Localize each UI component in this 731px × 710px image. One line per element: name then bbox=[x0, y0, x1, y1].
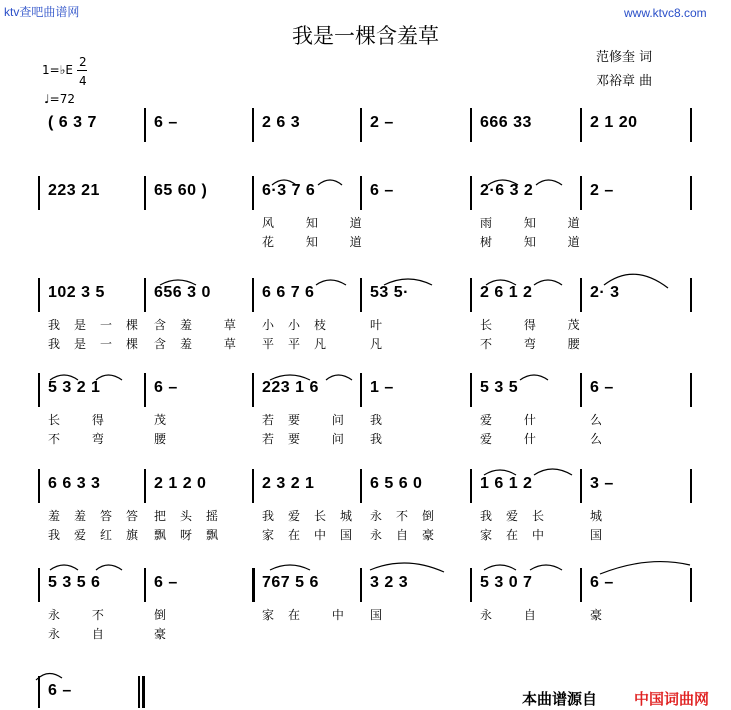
composer-credit: 邓裕章 曲 bbox=[596, 74, 653, 89]
measure-notes: 6 – bbox=[48, 682, 72, 699]
lyric-text: 雨 知 道 bbox=[480, 216, 594, 230]
measure-notes: 102 3 5 bbox=[48, 284, 105, 301]
slur bbox=[534, 280, 562, 285]
slur bbox=[520, 375, 548, 380]
lyric-text: 风 知 道 bbox=[262, 216, 376, 230]
lyric-text: 叶 bbox=[370, 318, 397, 332]
measure-notes: ( 6 3 7 bbox=[48, 114, 97, 131]
lyric-text: 爱 什 bbox=[480, 413, 550, 427]
measure-notes: 6 – bbox=[154, 379, 178, 396]
lyric-text: 含羞 草 bbox=[154, 318, 250, 332]
measure-notes: 53 5· bbox=[370, 284, 409, 301]
slur bbox=[486, 280, 516, 285]
key-signature: 1=♭E bbox=[42, 63, 73, 77]
measure-notes: 1 – bbox=[370, 379, 394, 396]
measure-notes: 6 – bbox=[590, 574, 614, 591]
lyric-text: 永自豪 bbox=[370, 528, 449, 542]
lyric-text: 长 得 茂 bbox=[480, 318, 594, 332]
watermark-left: ktv查吧曲谱网 bbox=[4, 5, 80, 19]
slur bbox=[272, 180, 296, 185]
slur bbox=[160, 280, 196, 285]
page-title: 我是一棵含羞草 bbox=[292, 24, 439, 48]
lyric-text: 羞羞答答 bbox=[48, 509, 153, 523]
lyric-text: 不 弯 腰 bbox=[480, 337, 594, 351]
measure-notes: 2·6 3 2 bbox=[480, 182, 534, 199]
time-signature-top: 2 bbox=[79, 55, 87, 69]
measure-notes: 3 2 3 bbox=[370, 574, 409, 591]
measure-notes: 5 3 2 1 bbox=[48, 379, 101, 396]
lyric-text: 我 bbox=[370, 432, 397, 446]
lyricist-credit: 范修奎 词 bbox=[596, 50, 653, 65]
lyric-text: 花 知 道 bbox=[262, 235, 376, 249]
lyric-text: 我 bbox=[370, 413, 397, 427]
lyric-text: 不 弯 bbox=[48, 432, 118, 446]
measure-notes: 2 6 1 2 bbox=[480, 284, 533, 301]
measure-notes: 3 – bbox=[590, 475, 614, 492]
lyric-text: 腰 bbox=[154, 432, 181, 446]
measure-notes: 656 3 0 bbox=[154, 284, 211, 301]
lyric-text: 我爱长 bbox=[480, 509, 559, 523]
lyric-text: 长 得 bbox=[48, 413, 118, 427]
lyric-text: 茂 bbox=[154, 413, 181, 427]
lyric-text: 凡 bbox=[370, 337, 397, 351]
footer-source-link[interactable]: 中国词曲网 bbox=[634, 690, 710, 708]
lyric-text: 永 自 bbox=[48, 627, 118, 641]
slur bbox=[318, 180, 342, 185]
lyric-text: 树 知 道 bbox=[480, 235, 594, 249]
measure-notes: 6 5 6 0 bbox=[370, 475, 423, 492]
lyric-text: 倒 bbox=[154, 608, 181, 622]
measure-notes: 666 33 bbox=[480, 114, 532, 131]
slur bbox=[488, 180, 518, 185]
slur bbox=[96, 375, 122, 380]
lyric-text: 平平凡 bbox=[262, 337, 341, 351]
slur bbox=[326, 375, 352, 380]
lyric-text: 我是一棵 bbox=[48, 337, 153, 351]
slur bbox=[370, 563, 444, 572]
measure-notes: 6 – bbox=[154, 574, 178, 591]
lyric-text: 家在 中 bbox=[262, 608, 358, 622]
measure-notes: 1 6 1 2 bbox=[480, 475, 533, 492]
measure-notes: 2 3 2 1 bbox=[262, 475, 315, 492]
lyric-text: 国 bbox=[590, 528, 617, 542]
slur bbox=[270, 375, 310, 380]
lyric-text: 我是一棵 bbox=[48, 318, 153, 332]
lyric-text: 家在中国 bbox=[262, 528, 367, 542]
measure-notes: 223 1 6 bbox=[262, 379, 319, 396]
lyric-text: 么 bbox=[590, 413, 617, 427]
watermark-right: www.ktvc8.com bbox=[624, 6, 707, 20]
slur bbox=[384, 279, 432, 285]
slur bbox=[50, 375, 78, 380]
lyric-text: 把头摇 bbox=[154, 509, 233, 523]
lyric-text: 豪 bbox=[154, 627, 181, 641]
slur bbox=[484, 470, 516, 475]
lyric-text: 我爱长城 bbox=[262, 509, 367, 523]
lyric-text: 国 bbox=[370, 608, 397, 622]
slur bbox=[530, 565, 562, 570]
lyric-text: 永 不 bbox=[48, 608, 118, 622]
measure-notes: 2 1 20 bbox=[590, 114, 638, 131]
lyric-text: 永 自 bbox=[480, 608, 550, 622]
slur bbox=[270, 565, 310, 570]
lyric-text: 若要 问 bbox=[262, 413, 358, 427]
lyric-text: 家在中 bbox=[480, 528, 559, 542]
time-signature-bottom: 4 bbox=[79, 74, 87, 88]
lyric-text: 爱 什 bbox=[480, 432, 550, 446]
measure-notes: 6 – bbox=[154, 114, 178, 131]
lyric-text: 么 bbox=[590, 432, 617, 446]
lyric-text: 飘呀飘 bbox=[154, 528, 233, 542]
slur bbox=[484, 565, 516, 570]
measure-notes: 2 – bbox=[370, 114, 394, 131]
lyric-text: 含羞 草 bbox=[154, 337, 250, 351]
tempo-marking: ♩=72 bbox=[44, 92, 75, 106]
slur bbox=[96, 565, 122, 570]
lyric-text: 若要 问 bbox=[262, 432, 358, 446]
measure-notes: 65 60 ) bbox=[154, 182, 208, 199]
lyric-text: 小小枝 bbox=[262, 318, 341, 332]
measure-notes: 6 6 7 6 bbox=[262, 284, 315, 301]
slur bbox=[50, 565, 78, 570]
measure-notes: 6 – bbox=[590, 379, 614, 396]
lyric-text: 城 bbox=[590, 509, 617, 523]
slur bbox=[316, 280, 346, 285]
measure-notes: 223 21 bbox=[48, 182, 100, 199]
slur bbox=[600, 562, 690, 574]
slur bbox=[604, 274, 668, 288]
measure-notes: 6·3 7 6 bbox=[262, 182, 316, 199]
measure-notes: 2 – bbox=[590, 182, 614, 199]
measure-notes: 2 6 3 bbox=[262, 114, 301, 131]
measure-notes: 767 5 6 bbox=[262, 574, 319, 591]
lyric-text: 永不倒 bbox=[370, 509, 449, 523]
slur bbox=[36, 673, 62, 680]
measure-notes: 2 1 2 0 bbox=[154, 475, 207, 492]
slur bbox=[534, 469, 572, 475]
measure-notes: 5 3 5 6 bbox=[48, 574, 101, 591]
measure-notes: 5 3 0 7 bbox=[480, 574, 533, 591]
lyric-text: 我爱红旗 bbox=[48, 528, 153, 542]
footer-source-label: 本曲谱源自 bbox=[522, 690, 598, 708]
slur bbox=[536, 180, 562, 185]
measure-notes: 6 6 3 3 bbox=[48, 475, 101, 492]
lyric-text: 豪 bbox=[590, 608, 617, 622]
measure-notes: 5 3 5 bbox=[480, 379, 519, 396]
measure-notes: 2· 3 bbox=[590, 284, 620, 301]
measure-notes: 6 – bbox=[370, 182, 394, 199]
